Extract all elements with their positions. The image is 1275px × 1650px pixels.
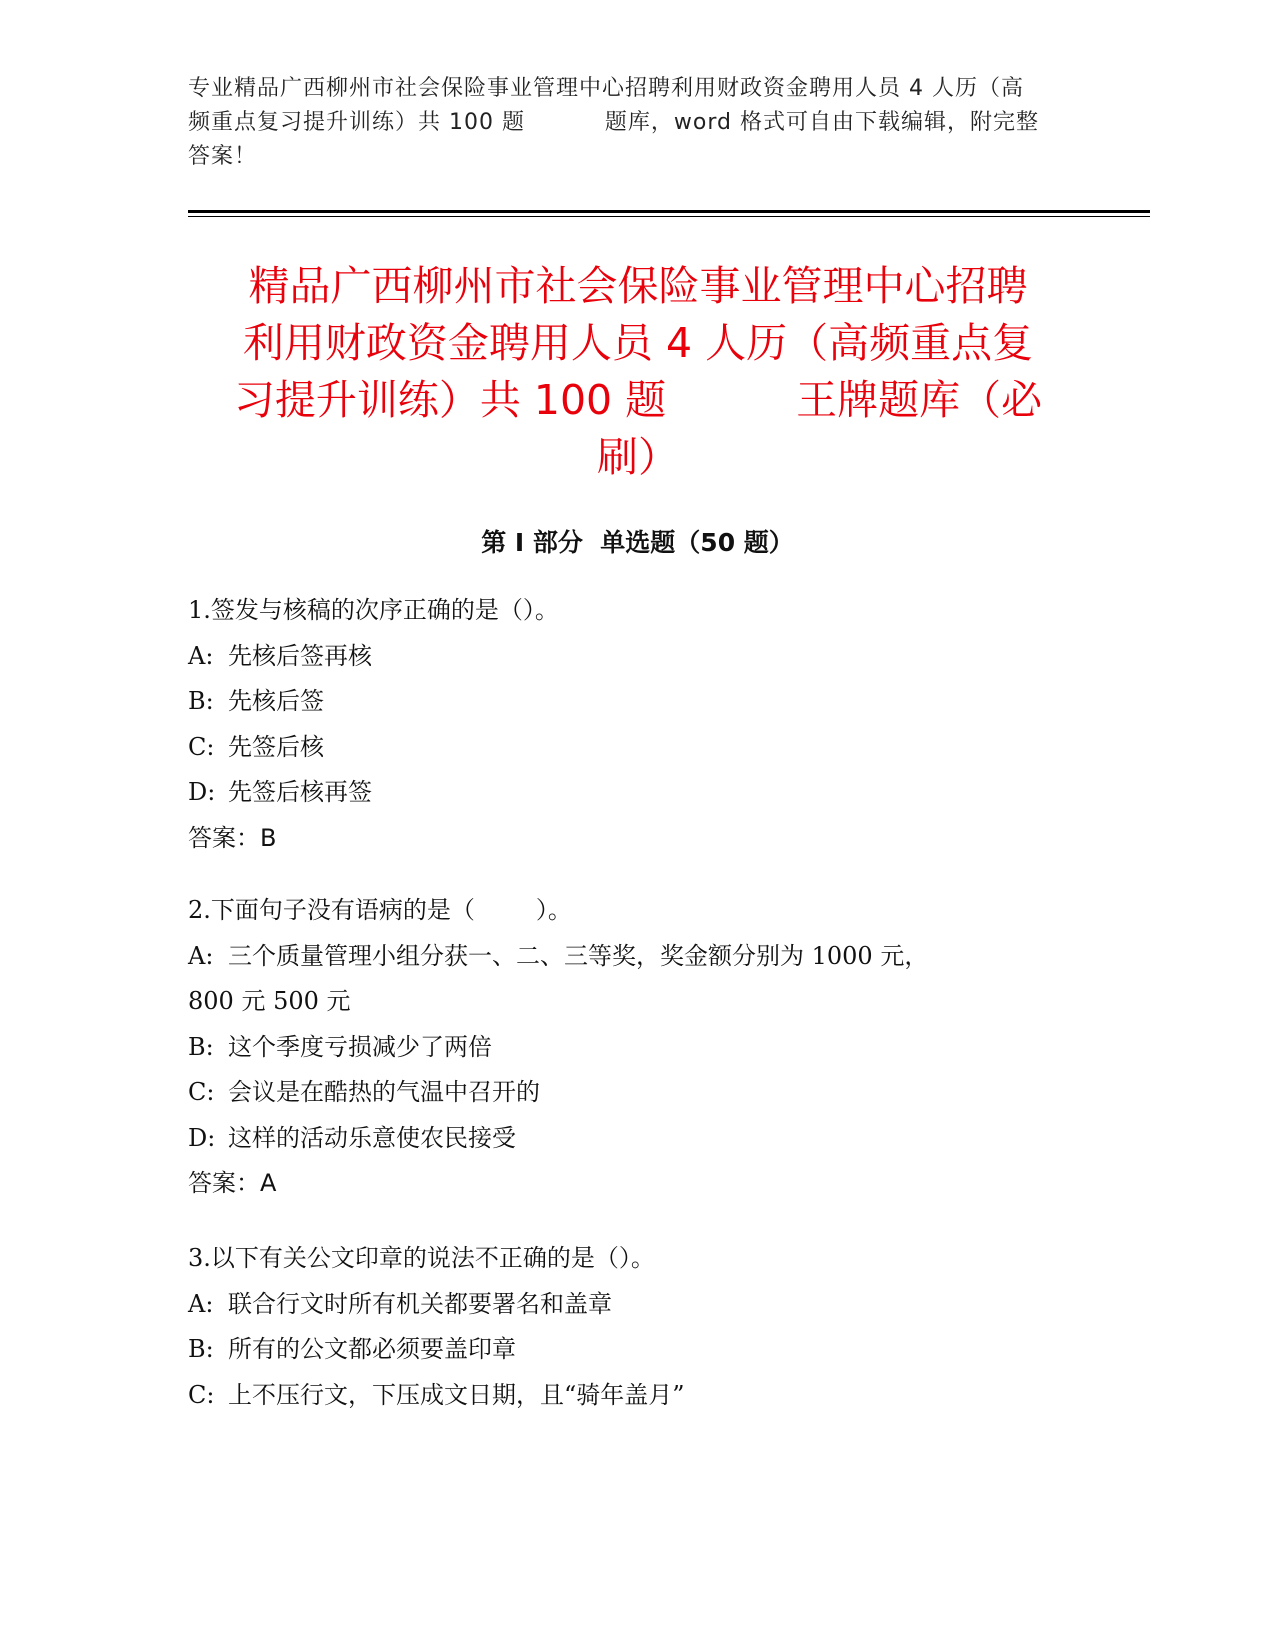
question-stem: 3.以下有关公文印章的说法不正确的是（）。 [188,1244,655,1272]
option-letter: A: [188,1289,214,1318]
question-3 [188,1236,1088,1418]
answer-label: 答案：B [188,823,277,852]
option-text: 会议是在酷热的气温中召开的 [228,1078,540,1106]
option-text: 上不压行文，下压成文日期，且“骑年盖月” [228,1380,685,1409]
question-1 [188,588,1088,861]
option-text: 所有的公文都必须要盖印章 [228,1335,516,1363]
option-letter: A: [188,641,214,670]
option-letter: D: [188,1123,216,1152]
option-text: 三个质量管理小组分获一、二、三等奖，奖金额分别为 1000 元， [228,941,929,970]
question-stem: 1.签发与核稿的次序正确的是（）。 [188,596,559,624]
option-text: 这个季度亏损减少了两倍 [228,1032,492,1061]
option-c [188,1373,1088,1419]
option-text: 联合行文时所有机关都要署名和盖章 [228,1289,612,1318]
title-line: 刷） [597,433,679,481]
header-line: 频重点复习提升训练）共 100 题 题库，word 格式可自由下载编辑，附完整 [188,110,1039,135]
document-header [188,72,1088,174]
option-letter: C: [188,1380,215,1409]
option-d [188,1116,1088,1162]
option-a-continued: 800 元 500 元 [188,987,351,1015]
option-a [188,934,1088,980]
header-divider-thick [188,210,1150,213]
option-letter: B: [188,687,214,715]
option-text: 这样的活动乐意使农民接受 [228,1123,516,1152]
title-segment: 王牌题库（必 [796,376,1043,424]
header-line: 答案！ [188,144,258,169]
option-d [188,770,1088,816]
option-text: 先核后签再核 [228,641,372,670]
option-text: 先签后核再签 [228,778,372,806]
option-a [188,1282,1088,1328]
option-letter: D: [188,778,216,806]
option-b [188,1025,1088,1071]
header-divider-thin [188,216,1150,217]
option-a [188,634,1088,680]
title-line [188,372,1088,429]
option-b [188,679,1088,725]
option-letter: B: [188,1335,214,1363]
option-c [188,1070,1088,1116]
option-letter: C: [188,1078,215,1106]
header-line: 专业精品广西柳州市社会保险事业管理中心招聘利用财政资金聘用人员 4 人历（高 [188,76,1024,101]
question-stem: 2.下面句子没有语病的是（ ）。 [188,896,572,924]
option-text: 先签后核 [228,732,324,761]
option-c [188,725,1088,771]
question-2 [188,888,1088,1207]
document-title [188,258,1088,486]
option-letter: C: [188,732,215,761]
option-text: 先核后签 [228,687,324,715]
title-line: 精品广西柳州市社会保险事业管理中心招聘 [248,262,1028,310]
title-line: 利用财政资金聘用人员 4 人历（高频重点复 [242,319,1034,367]
option-letter: B: [188,1032,214,1061]
section-heading: 第 I 部分 单选题（50 题） [481,528,794,557]
option-letter: A: [188,941,214,970]
option-b [188,1327,1088,1373]
title-segment: 习提升训练）共 100 题 [233,376,667,424]
answer-label: 答案：A [188,1169,277,1197]
